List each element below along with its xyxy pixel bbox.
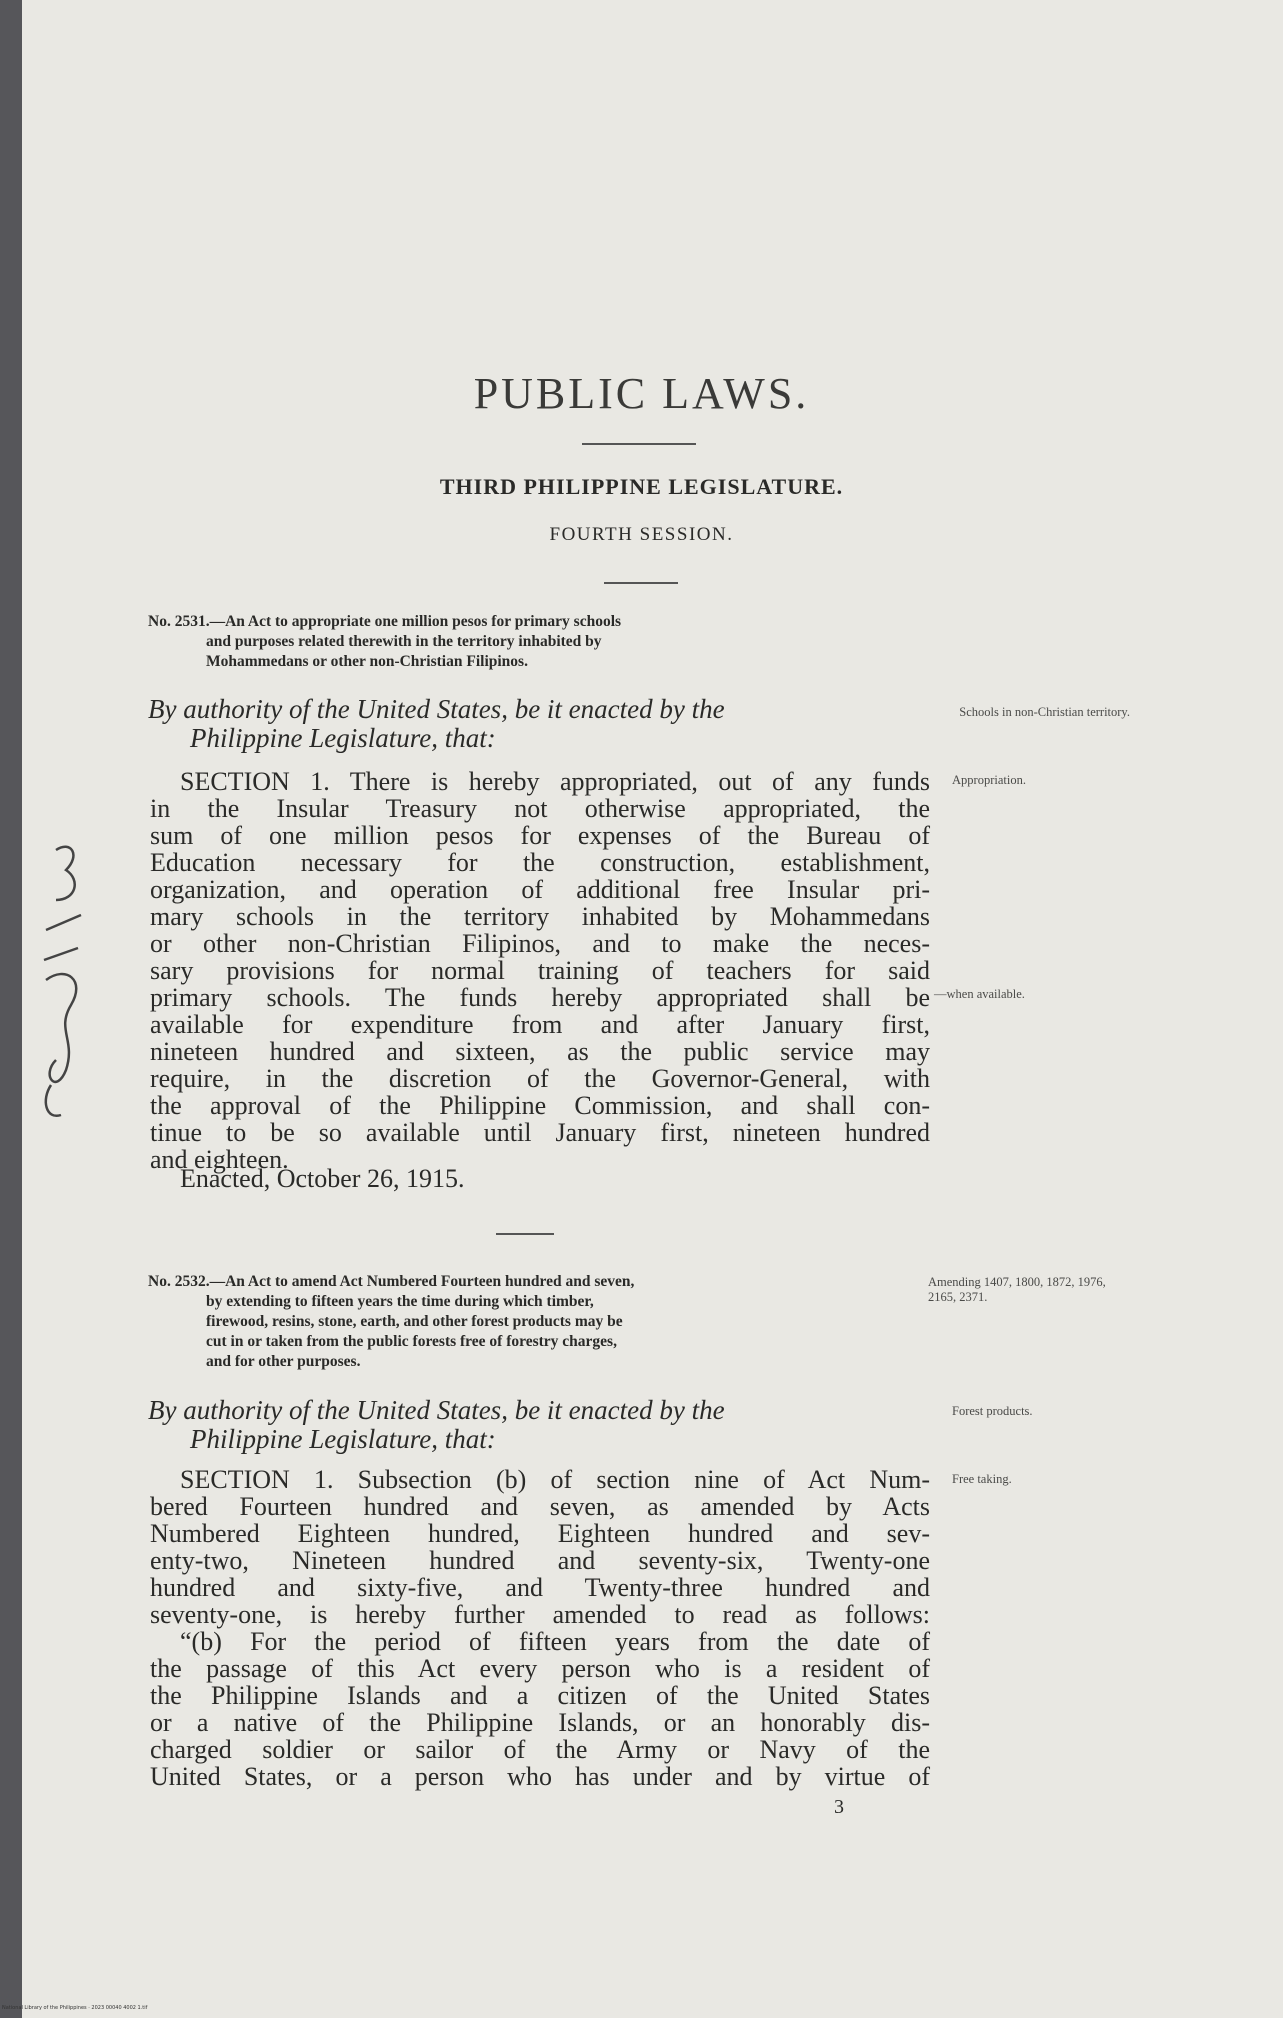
margin-note: Schools in non-Christian territory.: [959, 705, 1130, 719]
body-line: primary schools. The funds hereby appropriated shall be: [150, 983, 930, 1012]
body-line: or a native of the Philippine Islands, or an honorably dis-: [150, 1708, 930, 1737]
margin-note: Free taking.: [952, 1472, 1012, 1486]
act-heading-line: cut in or taken from the public forests free of forestry charges,: [206, 1333, 617, 1350]
margin-note: —when available.: [934, 987, 1025, 1001]
act-heading-line: No. 2531.—An Act to appropriate one million pesos for primary schools: [148, 613, 622, 630]
body-line: Education necessary for the construction, establishment,: [150, 848, 930, 877]
body-line: sum of one million pesos for expenses of the Bureau of: [150, 821, 930, 850]
act-2531-enacting-clause: [148, 695, 928, 753]
body-line: the Philippine Islands and a citizen of the United States: [150, 1681, 930, 1710]
body-line: in the Insular Treasury not otherwise appropriated, the: [150, 794, 930, 823]
act-heading-line: Mohammedans or other non-Christian Filipinos.: [206, 653, 528, 670]
body-line: the passage of this Act every person who is a resident of: [150, 1654, 930, 1683]
body-line: or other non-Christian Filipinos, and to make the neces-: [150, 929, 930, 958]
legislature-heading: THIRD PHILIPPINE LEGISLATURE.: [439, 474, 844, 499]
session-rule: [604, 582, 678, 584]
act-heading-line: and for other purposes.: [206, 1353, 361, 1370]
title-rule: [582, 443, 696, 445]
act-heading-line: No. 2532.—An Act to amend Act Numbered Fourteen hundred and seven,: [148, 1273, 635, 1290]
enacting-line: Philippine Legislature, that:: [190, 723, 496, 753]
body-line: United States, or a person who has under and by virtue of: [150, 1762, 930, 1791]
act-2531-enacted-date: Enacted, October 26, 1915.: [180, 1164, 465, 1193]
enacting-line: By authority of the United States, be it enacted by the: [148, 694, 725, 724]
body-line: SECTION 1. There is hereby appropriated, out of any funds: [180, 767, 930, 796]
body-line: and eighteen.: [150, 1145, 289, 1174]
act-heading-line: and purposes related therewith in the territory inhabited by: [206, 633, 602, 650]
page-binding-edge: [0, 0, 22, 2018]
body-line: require, in the discretion of the Governor-General, with: [150, 1064, 930, 1093]
act-2532-heading: [148, 1272, 928, 1372]
act-2531-section-1: [150, 768, 930, 1173]
body-line: the approval of the Philippine Commission, and shall con-: [150, 1091, 930, 1120]
act-2531-heading: [148, 612, 928, 672]
body-line: charged soldier or sailor of the Army or Navy of the: [150, 1735, 930, 1764]
body-line: organization, and operation of additional free Insular pri-: [150, 875, 930, 904]
body-line: bered Fourteen hundred and seven, as amended by Acts: [150, 1492, 930, 1521]
act-heading-line: firewood, resins, stone, earth, and other forest products may be: [206, 1313, 623, 1330]
body-line: available for expenditure from and after January first,: [150, 1010, 930, 1039]
enacting-line: By authority of the United States, be it enacted by the: [148, 1395, 725, 1425]
act-2532-enacting-clause: [148, 1396, 928, 1454]
margin-note: Appropriation.: [952, 773, 1026, 787]
body-line: Numbered Eighteen hundred, Eighteen hundred and sev-: [150, 1519, 930, 1548]
margin-note: Forest products.: [952, 1404, 1033, 1418]
body-line: “(b) For the period of fifteen years from the date of: [180, 1627, 930, 1656]
body-line: seventy-one, is hereby further amended to read as follows:: [150, 1600, 930, 1629]
body-line: enty-two, Nineteen hundred and seventy-six, Twenty-one: [150, 1546, 930, 1575]
body-line: mary schools in the territory inhabited by Mohammedans: [150, 902, 930, 931]
act-2532-section-1: [150, 1466, 930, 1790]
body-line: hundred and sixty-five, and Twenty-three hundred and: [150, 1573, 930, 1602]
scan-footer: National Library of the Philippines · 2023 00040 4002 1.tif: [2, 2005, 148, 2011]
session-heading: FOURTH SESSION.: [549, 524, 734, 545]
enacting-line: Philippine Legislature, that:: [190, 1424, 496, 1454]
page-title: PUBLIC LAWS.: [473, 369, 810, 418]
body-line: tinue to be so available until January first, nineteen hundred: [150, 1118, 930, 1147]
body-line: SECTION 1. Subsection (b) of section nine of Act Num-: [180, 1465, 930, 1494]
act-separator-rule: [496, 1233, 554, 1235]
margin-note: Amending 1407, 1800, 1872, 1976, 2165, 2371.: [928, 1275, 1106, 1304]
act-heading-line: by extending to fifteen years the time during which timber,: [206, 1293, 594, 1310]
body-line: nineteen hundred and sixteen, as the public service may: [150, 1037, 930, 1066]
body-line: sary provisions for normal training of teachers for said: [150, 956, 930, 985]
page-number: 3: [834, 1796, 844, 1818]
handwritten-annotation: [26, 830, 96, 1130]
